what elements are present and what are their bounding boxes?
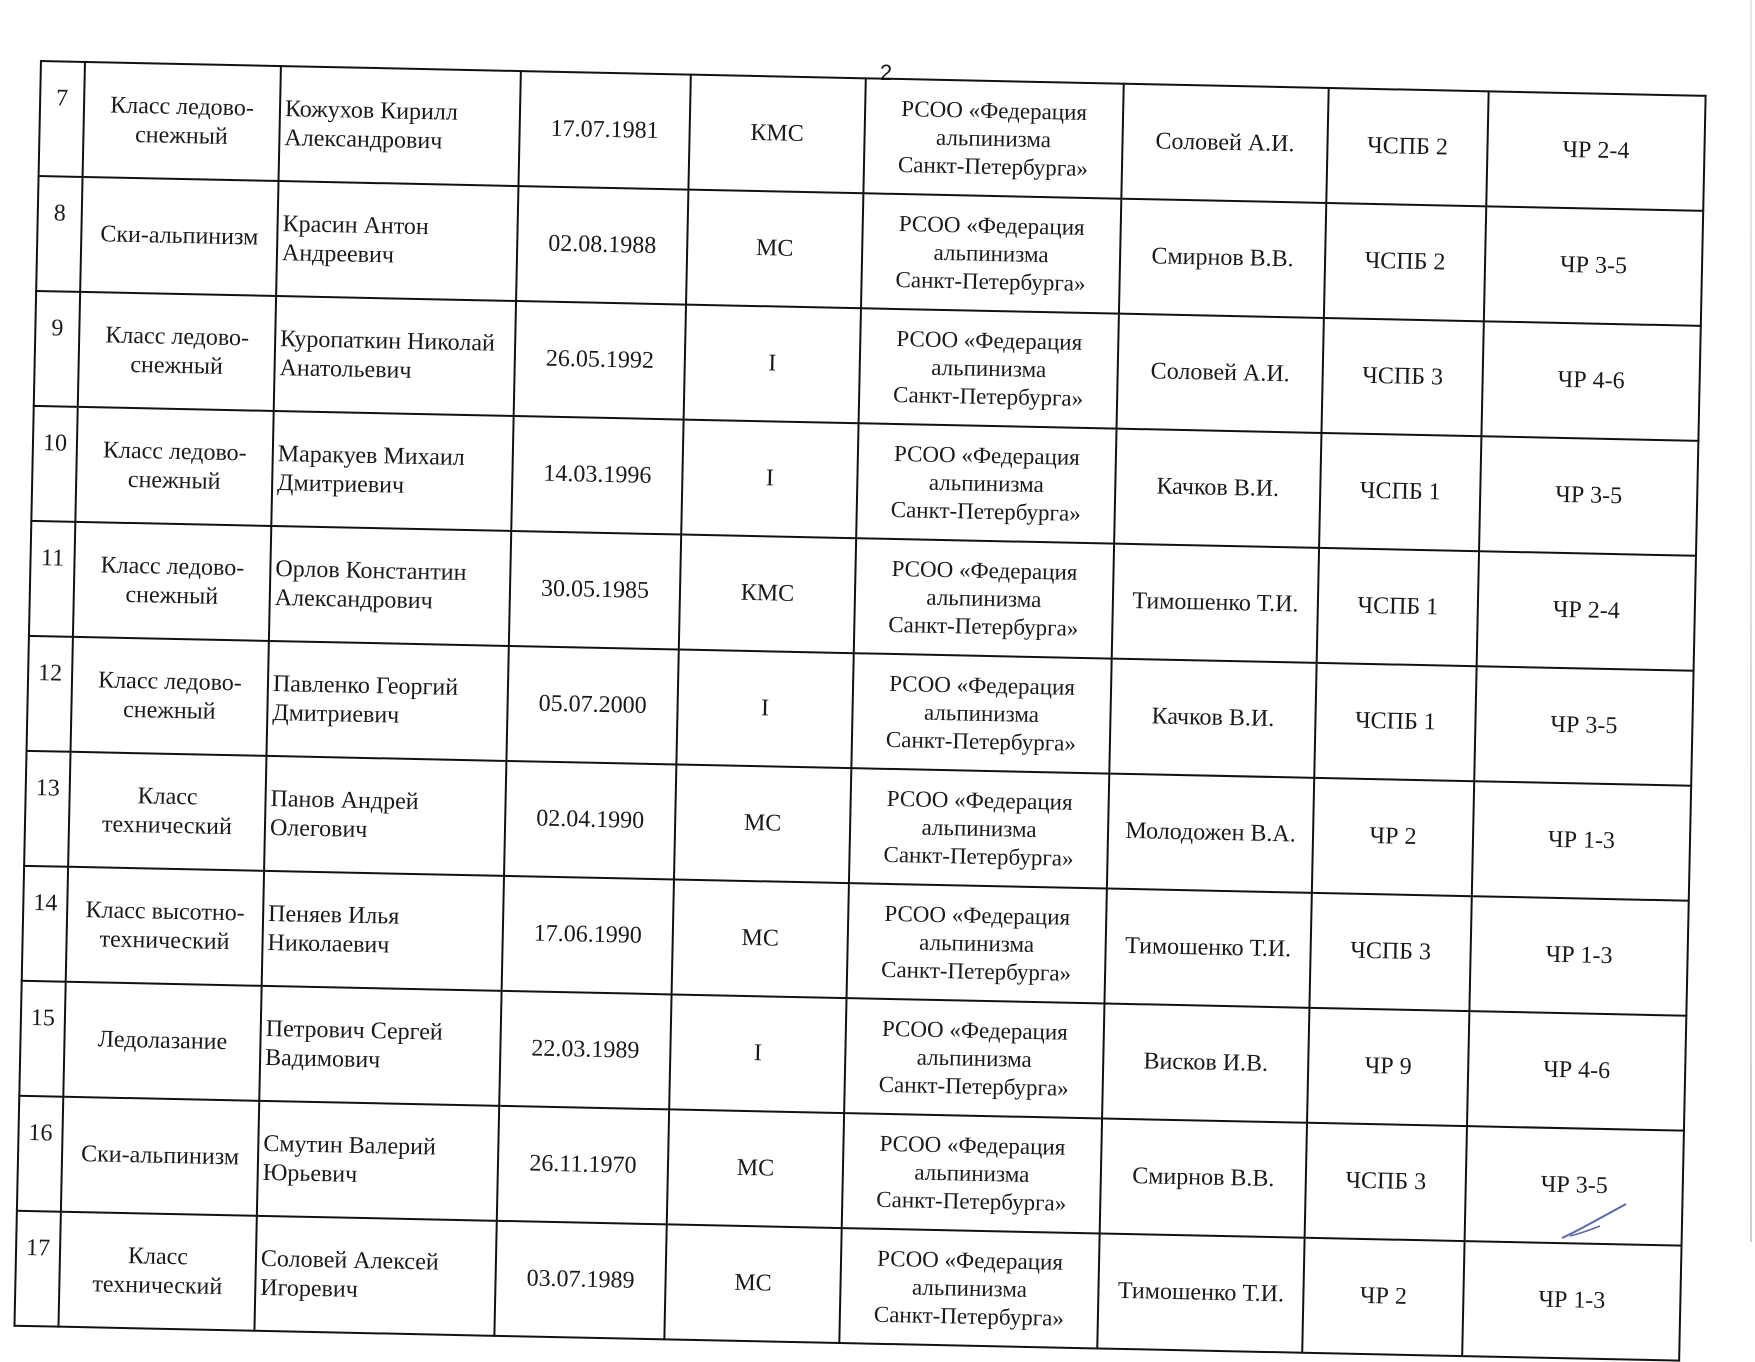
athlete-patronymic: Андреевич [281, 239, 395, 268]
org-line-2: альпинизма [916, 1044, 1033, 1072]
org-line-1: РСОО «Федерация [898, 210, 1085, 240]
org-line-1: РСОО «Федерация [893, 440, 1081, 470]
row-number-cell: 15 [19, 981, 65, 1097]
organization-cell [842, 1113, 1102, 1233]
org-line-3: Санкт-Петербурга» [888, 611, 1079, 641]
coach-cell: Качков В.И. [1109, 659, 1316, 778]
org-line-2: альпинизма [935, 124, 1052, 152]
coach-cell: Тимошенко Т.И. [1104, 889, 1311, 1008]
organization-cell [854, 538, 1114, 658]
result-1-cell: ЧСПБ 1 [1317, 548, 1479, 666]
athlete-name-cell [269, 526, 511, 646]
result-2-cell: ЧР 3-5 [1479, 436, 1698, 556]
athlete-name-cell [271, 411, 513, 531]
org-line-3: Санкт-Петербурга» [890, 496, 1082, 526]
birth-date-cell: 17.06.1990 [502, 876, 674, 995]
org-line-3: Санкт-Петербурга» [880, 956, 1072, 986]
class-cell: Класс ледово-снежный [78, 292, 276, 411]
table-container [13, 60, 1704, 1362]
coach-cell: Соловей А.И. [1117, 314, 1324, 433]
rank-cell: I [684, 305, 861, 424]
organization-cell [849, 768, 1109, 888]
birth-date-cell: 17.07.1981 [518, 71, 690, 190]
birth-date-cell: 03.07.1989 [494, 1221, 666, 1340]
org-line-1: РСОО «Федерация [881, 1015, 1069, 1045]
organization-cell [847, 883, 1107, 1003]
result-1-cell: ЧСПБ 3 [1305, 1123, 1467, 1241]
athlete-patronymic: Юрьевич [262, 1159, 358, 1188]
rank-cell: МС [686, 190, 863, 309]
athlete-name-cell [276, 181, 518, 301]
class-cell: Ски-альпинизм [61, 1097, 259, 1216]
org-line-3: Санкт-Петербурга» [873, 1301, 1065, 1331]
birth-date-cell: 05.07.2000 [506, 646, 678, 765]
rank-cell: I [676, 650, 853, 769]
birth-date-cell: 26.05.1992 [514, 301, 686, 420]
organization-cell [851, 653, 1111, 773]
class-cell: Класс высотно-технический [66, 867, 264, 986]
organization-cell [856, 423, 1116, 543]
birth-date-cell: 14.03.1996 [511, 416, 683, 535]
athlete-surname-name: Куропаткин Николай [279, 325, 496, 357]
organization-cell [863, 78, 1123, 198]
athlete-name-cell [254, 1216, 496, 1336]
birth-date-cell: 26.11.1970 [497, 1106, 669, 1225]
org-line-3: Санкт-Петербурга» [892, 381, 1084, 411]
row-number-cell: 11 [29, 521, 75, 637]
athlete-surname-name: Петрович Сергей [265, 1015, 444, 1046]
org-line-1: РСОО «Федерация [901, 95, 1088, 125]
org-line-1: РСОО «Федерация [886, 785, 1073, 815]
class-cell: Ледолазание [63, 982, 261, 1101]
athlete-patronymic: Александрович [274, 584, 433, 614]
org-line-1: РСОО «Федерация [876, 1245, 1064, 1275]
row-number-cell: 14 [22, 866, 68, 982]
birth-date-cell: 22.03.1989 [499, 991, 671, 1110]
athlete-surname-name: Красин Антон [282, 210, 430, 240]
athlete-surname-name: Павленко Георгий [272, 670, 459, 701]
row-number-cell: 8 [36, 176, 82, 292]
athlete-name-cell [264, 756, 506, 876]
athlete-surname-name: Панов Андрей [270, 785, 419, 815]
coach-cell: Качков В.И. [1114, 429, 1321, 548]
org-line-2: альпинизма [911, 1274, 1028, 1302]
class-cell: Класс технический [68, 752, 266, 871]
athlete-surname-name: Соловей Алексей [260, 1245, 440, 1276]
athlete-name-cell [274, 296, 516, 416]
rank-cell: I [669, 994, 846, 1113]
athlete-patronymic: Дмитриевич [272, 699, 400, 729]
row-number-cell: 7 [39, 61, 85, 177]
rank-cell: КМС [679, 535, 856, 654]
result-2-cell: ЧР 1-3 [1462, 1241, 1681, 1361]
result-2-cell: ЧР 4-6 [1481, 321, 1700, 441]
result-2-cell: ЧР 3-5 [1474, 666, 1693, 786]
rank-cell: I [681, 420, 858, 539]
athlete-name-cell [257, 1101, 499, 1221]
coach-cell: Тимошенко Т.И. [1112, 544, 1319, 663]
result-2-cell: ЧР 2-4 [1477, 551, 1696, 671]
row-number-cell: 10 [31, 406, 77, 522]
org-line-1: РСОО «Федерация [884, 900, 1071, 930]
result-1-cell: ЧСПБ 3 [1321, 318, 1483, 436]
org-line-3: Санкт-Петербурга» [876, 1186, 1067, 1216]
participants-table [13, 60, 1706, 1362]
row-number-cell: 9 [34, 291, 80, 407]
org-line-1: РСОО «Федерация [891, 555, 1078, 585]
row-number-cell: 17 [14, 1211, 60, 1327]
result-2-cell: ЧР 3-5 [1484, 206, 1703, 326]
org-line-2: альпинизма [928, 469, 1045, 497]
org-line-1: РСОО «Федерация [888, 670, 1076, 700]
coach-cell: Тимошенко Т.И. [1097, 1233, 1304, 1352]
result-2-cell: ЧР 3-5 [1465, 1126, 1684, 1246]
org-line-2: альпинизма [923, 699, 1040, 727]
result-2-cell: ЧР 4-6 [1467, 1011, 1686, 1131]
org-line-1: РСОО «Федерация [879, 1130, 1066, 1160]
result-1-cell: ЧР 2 [1312, 778, 1474, 896]
org-line-3: Санкт-Петербурга» [885, 726, 1077, 756]
athlete-surname-name: Смутин Валерий [263, 1130, 437, 1161]
birth-date-cell: 30.05.1985 [509, 531, 681, 650]
athlete-surname-name: Маракуев Михаил [277, 440, 466, 471]
organization-cell [844, 998, 1104, 1118]
row-number-cell: 16 [17, 1096, 63, 1212]
org-line-2: альпинизма [931, 354, 1047, 382]
coach-cell: Соловей А.И. [1121, 84, 1328, 203]
class-cell: Класс технический [58, 1212, 256, 1331]
result-1-cell: ЧР 9 [1307, 1008, 1469, 1126]
athlete-patronymic: Игоревич [260, 1274, 359, 1303]
class-cell: Класс ледово-снежный [71, 637, 269, 756]
athlete-name-cell [259, 986, 501, 1106]
org-line-1: РСОО «Федерация [896, 325, 1083, 355]
result-1-cell: ЧСПБ 3 [1309, 893, 1471, 1011]
athlete-surname-name: Кожухов Кирилл [284, 95, 459, 126]
athlete-surname-name: Орлов Константин [275, 555, 467, 586]
coach-cell: Молодожен В.А. [1107, 774, 1314, 893]
organization-cell [859, 308, 1119, 428]
org-line-2: альпинизма [918, 929, 1035, 957]
result-1-cell: ЧСПБ 2 [1324, 203, 1486, 321]
rank-cell: КМС [688, 75, 865, 194]
birth-date-cell: 02.08.1988 [516, 186, 688, 305]
organization-cell [839, 1228, 1099, 1348]
athlete-patronymic: Вадимович [264, 1044, 381, 1073]
row-number-cell: 12 [27, 636, 73, 752]
org-line-3: Санкт-Петербурга» [895, 266, 1086, 296]
rank-cell: МС [674, 764, 851, 883]
athlete-patronymic: Олегович [269, 814, 368, 843]
athlete-surname-name: Пеняев Илья [267, 900, 400, 930]
coach-cell: Смирнов В.В. [1119, 199, 1326, 318]
scan-edge [1750, 0, 1752, 1242]
athlete-patronymic: Николаевич [267, 929, 390, 959]
class-cell: Класс ледово-снежный [83, 62, 281, 181]
result-1-cell: ЧСПБ 1 [1319, 433, 1481, 551]
class-cell: Класс ледово-снежный [73, 522, 271, 641]
org-line-3: Санкт-Петербурга» [878, 1071, 1069, 1101]
rank-cell: МС [672, 879, 849, 998]
organization-cell [861, 193, 1121, 313]
rank-cell: МС [664, 1224, 841, 1343]
athlete-name-cell [262, 871, 504, 991]
athlete-name-cell [266, 641, 508, 761]
result-1-cell: ЧСПБ 2 [1326, 88, 1488, 206]
result-1-cell: ЧР 2 [1302, 1238, 1464, 1356]
athlete-name-cell [279, 66, 521, 186]
org-line-2: альпинизма [921, 814, 1037, 842]
org-line-2: альпинизма [914, 1159, 1030, 1187]
athlete-patronymic: Анатольевич [279, 354, 412, 384]
page-number: 2 [880, 60, 893, 85]
result-2-cell: ЧР 2-4 [1486, 91, 1705, 211]
coach-cell: Смирнов В.В. [1100, 1118, 1307, 1237]
birth-date-cell: 02.04.1990 [504, 761, 676, 880]
class-cell: Ски-альпинизм [80, 177, 278, 296]
org-line-2: альпинизма [926, 584, 1042, 612]
result-2-cell: ЧР 1-3 [1469, 896, 1688, 1016]
org-line-3: Санкт-Петербурга» [883, 841, 1074, 871]
org-line-2: альпинизма [933, 239, 1049, 267]
coach-cell: Висков И.В. [1102, 1003, 1309, 1122]
rank-cell: МС [667, 1109, 844, 1228]
row-number-cell: 13 [24, 751, 70, 867]
pen-mark-icon [1560, 1200, 1630, 1240]
athlete-patronymic: Александрович [284, 124, 443, 154]
org-line-3: Санкт-Петербурга» [897, 151, 1089, 181]
athlete-patronymic: Дмитриевич [276, 469, 405, 499]
result-1-cell: ЧСПБ 1 [1314, 663, 1476, 781]
class-cell: Класс ледово-снежный [75, 407, 273, 526]
result-2-cell: ЧР 1-3 [1472, 781, 1691, 901]
table-body [14, 61, 1705, 1361]
